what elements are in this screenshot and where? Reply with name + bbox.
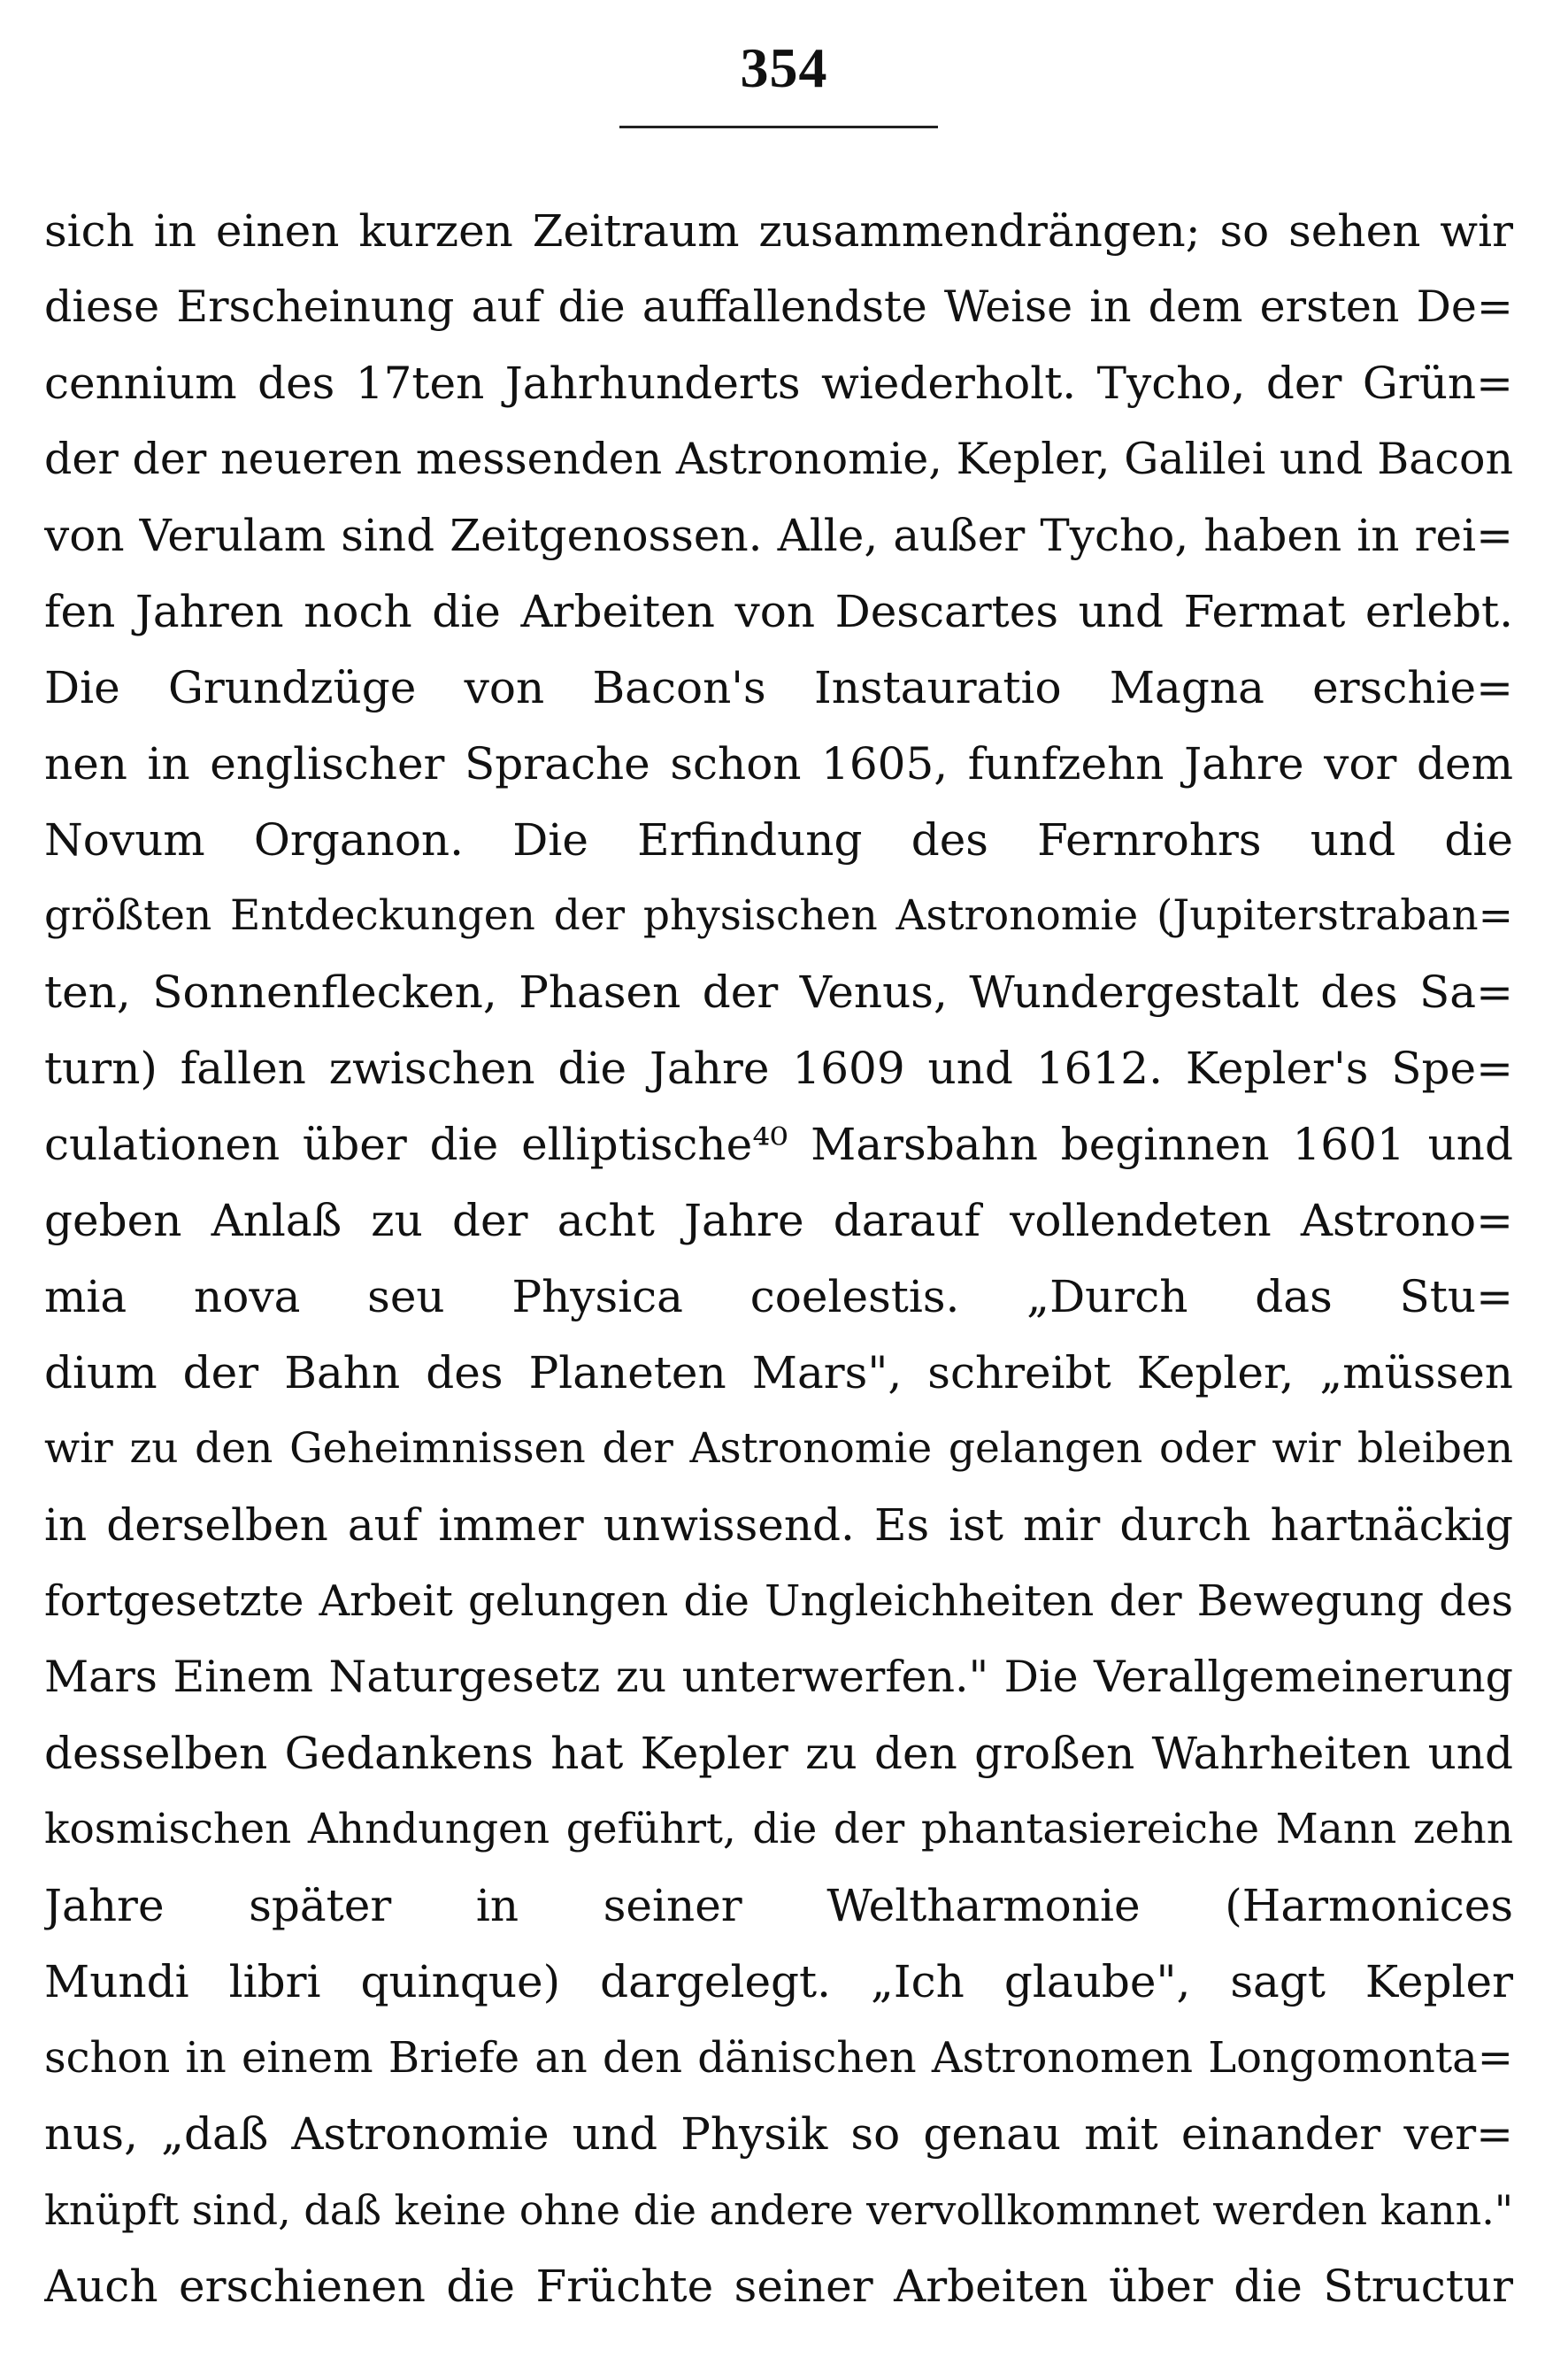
text-line: Auch erschienen die Früchte seiner Arbeiten über die Structur: [44, 2261, 1513, 2312]
text-line: nen in englischer Sprache schon 1605, funfzehn Jahre vor dem: [44, 738, 1513, 790]
text-line: Mars Einem Naturgesetz zu unterwerfen." Die Verallgemeinerung: [44, 1652, 1513, 1702]
text-line: sich in einen kurzen Zeitraum zusammendrängen; so sehen wir: [44, 205, 1513, 257]
text-line: culationen über die elliptische⁴⁰ Marsbahn beginnen 1601 und: [44, 1119, 1513, 1170]
text-line: desselben Gedankens hat Kepler zu den großen Wahrheiten und: [44, 1728, 1513, 1779]
text-line: Novum Organon. Die Erfindung des Fernrohrs und die: [44, 814, 1513, 866]
header-rule: [619, 126, 938, 128]
text-line: geben Anlaß zu der acht Jahre darauf vollendeten Astrono=: [44, 1195, 1513, 1246]
text-line: in derselben auf immer unwissend. Es ist mir durch hartnäckig: [44, 1499, 1513, 1551]
text-line: der der neueren messenden Astronomie, Kepler, Galilei und Bacon: [44, 434, 1513, 484]
text-line: nus, „daß Astronomie und Physik so genau mit einander ver=: [44, 2108, 1513, 2160]
text-line: fortgesetzte Arbeit gelungen die Ungleichheiten der Bewegung des: [44, 1576, 1513, 1626]
text-line: cennium des 17ten Jahrhunderts wiederholt. Tycho, der Grün=: [44, 358, 1513, 409]
text-line: von Verulam sind Zeitgenossen. Alle, außer Tycho, haben in rei=: [44, 510, 1513, 561]
text-line: diese Erscheinung auf die auffallendste Weise in dem ersten De=: [44, 281, 1513, 332]
text-line: wir zu den Geheimnissen der Astronomie gelangen oder wir bleiben: [44, 1424, 1513, 1473]
text-line: turn) fallen zwischen die Jahre 1609 und 1612. Kepler's Spe=: [44, 1043, 1513, 1094]
text-line: kosmischen Ahndungen geführt, die der phantasiereiche Mann zehn: [44, 1805, 1513, 1853]
text-line: Die Grundzüge von Bacon's Instauratio Magna erschie=: [44, 662, 1513, 713]
text-line: dium der Bahn des Planeten Mars", schreibt Kepler, „müssen: [44, 1347, 1513, 1398]
text-line: ten, Sonnenflecken, Phasen der Venus, Wundergestalt des Sa=: [44, 967, 1513, 1018]
page-number: 354: [740, 36, 828, 99]
text-line: schon in einem Briefe an den dänischen Astronomen Longomonta=: [44, 2033, 1513, 2083]
text-line: Jahre später in seiner Weltharmonie (Harmonices: [44, 1880, 1513, 1931]
body-text: [44, 193, 1513, 2324]
text-line: knüpft sind, daß keine ohne die andere vervollkommnet werden kann.": [44, 2186, 1513, 2234]
text-line: fen Jahren noch die Arbeiten von Descartes und Fermat erlebt.: [44, 586, 1513, 637]
text-line: größten Entdeckungen der physischen Astronomie (Jupiterstraban=: [44, 891, 1513, 940]
text-line: mia nova seu Physica coelestis. „Durch das Stu=: [44, 1271, 1513, 1322]
text-line: Mundi libri quinque) dargelegt. „Ich glaube", sagt Kepler: [44, 1956, 1513, 2007]
